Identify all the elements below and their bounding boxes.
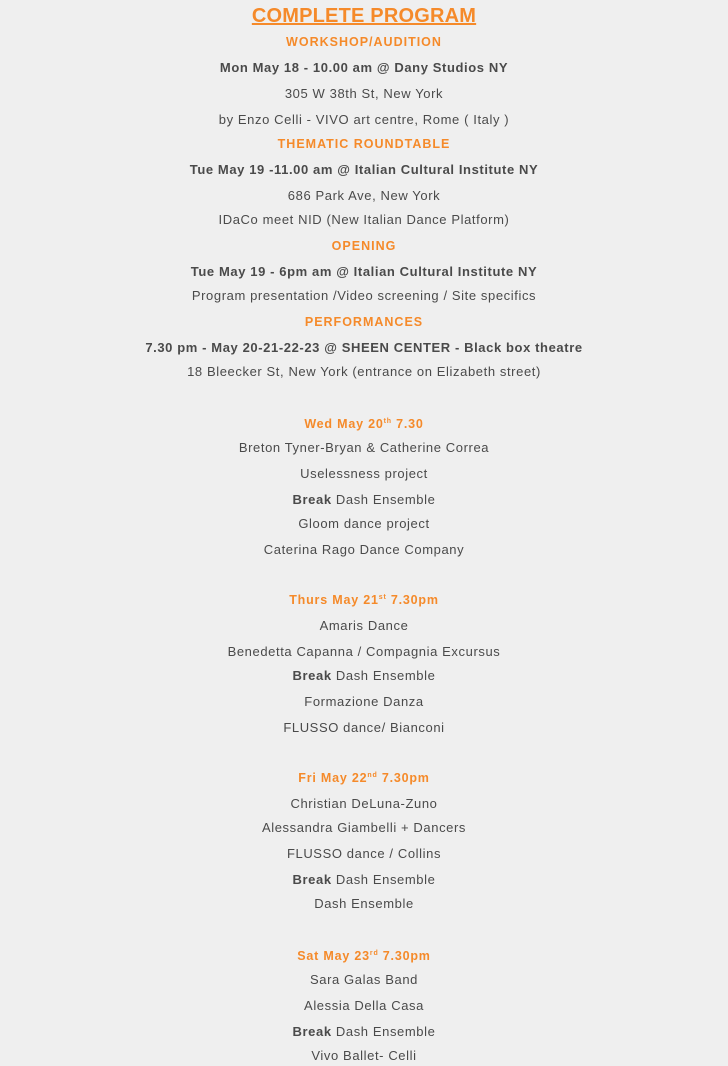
opening-when: Tue May 19 - 6pm am @ Italian Cultural Institute NY [190,264,538,279]
workshop-by: by Enzo Celli - VIVO art centre, Rome ( Italy ) [218,112,510,127]
performances-address: 18 Bleecker St, New York (entrance on Elizabeth street) [187,364,541,379]
performances-heading: PERFORMANCES [304,315,424,329]
workshop-when: Mon May 18 - 10.00 am @ Dany Studios NY [219,60,509,75]
performances-when: 7.30 pm - May 20-21-22-23 @ SHEEN CENTER - Black box theatre [145,340,583,355]
roundtable-address: 686 Park Ave, New York [287,188,441,203]
performer-item: FLUSSO dance/ Bianconi [283,720,445,735]
performer-item: Christian DeLuna-Zuno [290,796,438,811]
performer-item: Break Dash Ensemble [292,492,436,507]
performer-item: Amaris Dance [319,618,409,633]
day-heading: Wed May 20th 7.30 [304,417,424,431]
workshop-heading: WORKSHOP/AUDITION [286,35,442,49]
roundtable-heading: THEMATIC ROUNDTABLE [277,137,451,151]
workshop-address: 305 W 38th St, New York [284,86,444,101]
performer-item: Dash Ensemble [314,896,414,911]
day-heading: Sat May 23rd 7.30pm [297,949,431,963]
performer-item: Caterina Rago Dance Company [263,542,465,557]
opening-desc: Program presentation /Video screening / Site specifics [191,288,537,303]
performer-item: Break Dash Ensemble [292,1024,436,1039]
opening-heading: OPENING [331,239,397,253]
performer-item: Break Dash Ensemble [292,668,436,683]
performer-item: Alessandra Giambelli + Dancers [261,820,467,835]
day-heading: Thurs May 21st 7.30pm [289,593,439,607]
performer-item: Gloom dance project [298,516,430,531]
roundtable-when: Tue May 19 -11.00 am @ Italian Cultural Institute NY [189,162,539,177]
performer-item: FLUSSO dance / Collins [286,846,442,861]
roundtable-desc: IDaCo meet NID (New Italian Dance Platform) [218,212,510,227]
performer-item: Formazione Danza [304,694,424,709]
performer-item: Benedetta Capanna / Compagnia Excursus [227,644,501,659]
performer-item: Break Dash Ensemble [292,872,436,887]
performer-item: Vivo Ballet- Celli [311,1048,417,1063]
performer-item: Alessia Della Casa [304,998,424,1013]
page-title: COMPLETE PROGRAM [251,5,477,27]
performer-item: Uselessness project [300,466,428,481]
performer-item: Sara Galas Band [309,972,418,987]
day-heading: Fri May 22nd 7.30pm [298,771,430,785]
performer-item: Breton Tyner-Bryan & Catherine Correa [238,440,490,455]
